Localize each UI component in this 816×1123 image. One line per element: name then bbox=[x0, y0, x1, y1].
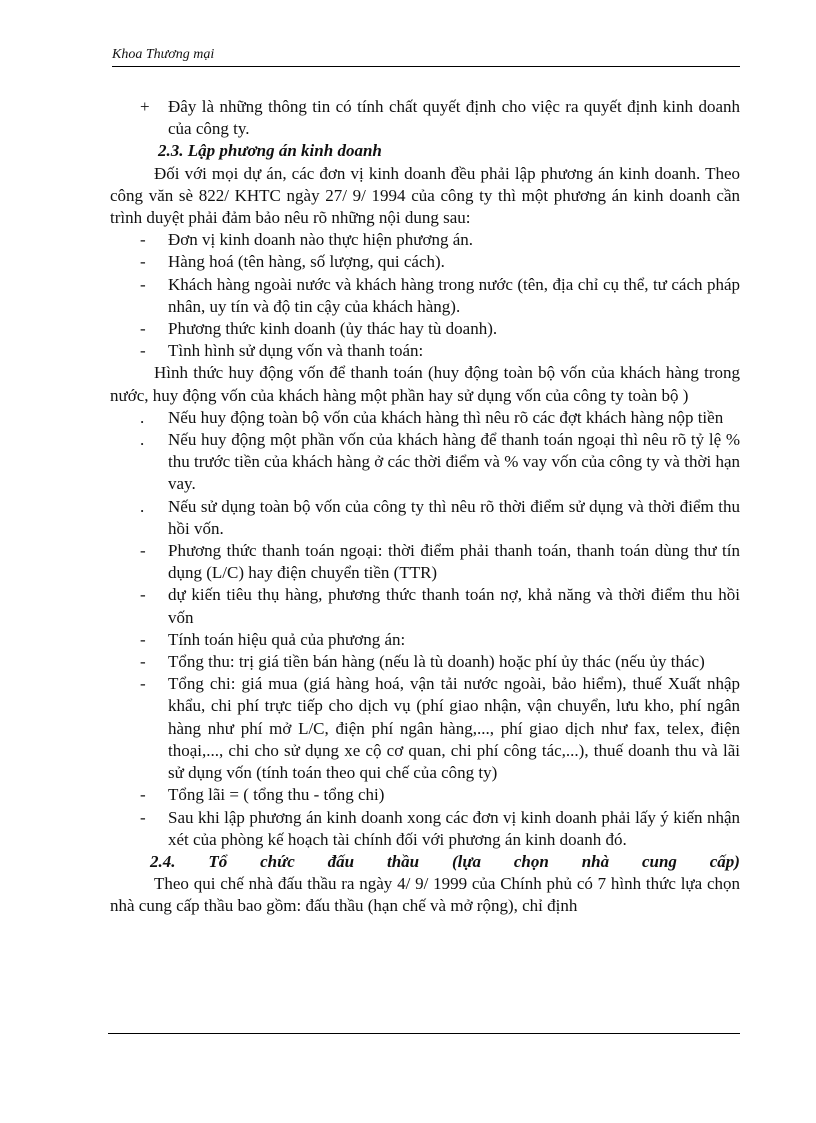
list-item-text: Tổng thu: trị giá tiền bán hàng (nếu là tù doanh) hoặc phí ủy thác (nếu ủy thác) bbox=[168, 652, 705, 672]
dash-marker: - bbox=[140, 274, 146, 294]
document-body bbox=[110, 96, 740, 918]
list-b bbox=[110, 540, 740, 851]
funding-paragraph: Hình thức huy động vốn để thanh toán (huy động toàn bộ vốn của khách hàng trong nước, huy động vốn của khách hàng một phần hay sử dụng vốn của công ty toàn bộ ) bbox=[110, 363, 740, 405]
list-item bbox=[110, 584, 740, 628]
title-word: chọn bbox=[513, 851, 549, 871]
list-item bbox=[110, 673, 740, 784]
title-word: nhà bbox=[581, 851, 610, 871]
list-item bbox=[110, 629, 740, 651]
title-word: Tổ bbox=[208, 851, 228, 871]
list-item bbox=[110, 274, 740, 318]
dash-marker: - bbox=[140, 541, 146, 561]
list-item bbox=[110, 318, 740, 340]
title-word: cấp) bbox=[709, 851, 740, 871]
list-item bbox=[110, 340, 740, 362]
dash-marker: - bbox=[140, 585, 146, 605]
list-item-text: Khách hàng ngoài nước và khách hàng trong nước (tên, địa chỉ cụ thể, tư cách pháp nhân, uy tín và độ tin cậy của khách hàng). bbox=[168, 274, 740, 316]
list-item-text: Hàng hoá (tên hàng, số lượng, qui cách). bbox=[168, 252, 445, 272]
list-item bbox=[110, 540, 740, 584]
list-item bbox=[110, 651, 740, 673]
list-item bbox=[110, 251, 740, 273]
list-item-text: Tổng lãi = ( tổng thu - tổng chi) bbox=[168, 785, 385, 805]
list-item-text: dự kiến tiêu thụ hàng, phương thức thanh toán nợ, khả năng và thời điểm thu hồi vốn bbox=[168, 585, 740, 627]
list-item bbox=[110, 807, 740, 851]
dash-marker: - bbox=[140, 252, 146, 272]
section-2-4-title bbox=[110, 851, 740, 873]
intro-bullet bbox=[110, 96, 740, 140]
list-item bbox=[110, 229, 740, 251]
title-word: đấu bbox=[327, 851, 355, 871]
list-item bbox=[110, 784, 740, 806]
title-word: cung bbox=[641, 851, 677, 871]
dash-marker: - bbox=[140, 807, 146, 827]
dash-marker: - bbox=[140, 629, 146, 649]
list-item-text: Tính toán hiệu quả của phương án: bbox=[168, 629, 406, 649]
list-item-text: Nếu huy động một phần vốn của khách hàng để thanh toán ngoại thì nêu rõ tỷ lệ % thu trước tiền của khách hàng ở các thời điểm và % vay vốn của công ty và thời hạn vay. bbox=[168, 430, 740, 494]
header-title: Khoa Thương mại bbox=[112, 47, 215, 62]
section-2-4-paragraph: Theo qui chế nhà đấu thầu ra ngày 4/ 9/ 1999 của Chính phủ có 7 hình thức lựa chọn nhà cung cấp thầu bao gồm: đấu thầu (hạn chế và mở rộng), chỉ định bbox=[110, 874, 740, 916]
list-item-text: Nếu huy động toàn bộ vốn của khách hàng thì nêu rõ các đợt khách hàng nộp tiền bbox=[168, 407, 724, 427]
section-2-3-title: 2.3. Lập phương án kinh doanh bbox=[158, 141, 382, 161]
title-word: thầu bbox=[386, 851, 420, 871]
dash-marker: - bbox=[140, 341, 146, 361]
list-item-text: Phương thức thanh toán ngoại: thời điểm phải thanh toán, thanh toán dùng thư tín dụng (L/C) hay điện chuyển tiền (TTR) bbox=[168, 541, 740, 583]
dash-marker: - bbox=[140, 230, 146, 250]
page-header bbox=[112, 47, 740, 67]
list-a bbox=[110, 229, 740, 362]
dot-marker: . bbox=[140, 496, 145, 516]
list-item-text: Phương thức kinh doanh (ủy thác hay tù doanh). bbox=[168, 319, 498, 339]
list-item-text: Tình hình sử dụng vốn và thanh toán: bbox=[168, 341, 424, 361]
list-item bbox=[110, 407, 740, 429]
list-dot bbox=[110, 407, 740, 540]
plus-marker: + bbox=[140, 97, 150, 116]
title-word: 2.4. bbox=[150, 851, 176, 871]
section-2-3-paragraph: Đối với mọi dự án, các đơn vị kinh doanh đều phải lập phương án kinh doanh. Theo công văn sè 822/ KHTC ngày 27/ 9/ 1994 của công ty thì một phương án kinh doanh cần trình duyệt phải đảm bảo nêu rõ những nội dung sau: bbox=[110, 163, 740, 228]
list-item-text: Tổng chi: giá mua (giá hàng hoá, vận tải nước ngoài, bảo hiểm), thuế Xuất nhập khẩu, chi phí trực tiếp cho dịch vụ (phí giao nhận, vận chuyển, lưu kho, phí ngân hàng như phí mở L/C, điện phí ngân hàng,..., phí giao dịch như fax, telex, điện thoại,..., chi cho sử dụng xe cộ cơ quan, chi phí công tác,...), thuế doanh thu và lãi sử dụng vốn (tính toán theo qui chế của công ty) bbox=[168, 674, 740, 783]
footer-divider bbox=[108, 1033, 740, 1034]
dot-marker: . bbox=[140, 430, 145, 450]
title-word: (lựa bbox=[451, 851, 482, 871]
list-item-text: Nếu sử dụng toàn bộ vốn của công ty thì nêu rõ thời điểm sử dụng và thời điểm thu hồi vốn. bbox=[168, 496, 740, 538]
dash-marker: - bbox=[140, 674, 146, 694]
list-item-text: Sau khi lập phương án kinh doanh xong các đơn vị kinh doanh phải lấy ý kiến nhận xét của phòng kế hoạch tài chính đối với phương án kinh doanh đó. bbox=[168, 807, 740, 849]
list-item-text: Đơn vị kinh doanh nào thực hiện phương án. bbox=[168, 230, 474, 250]
dot-marker: . bbox=[140, 407, 145, 427]
dash-marker: - bbox=[140, 319, 146, 339]
dash-marker: - bbox=[140, 652, 146, 672]
intro-bullet-text: Đây là những thông tin có tính chất quyết định cho việc ra quyết định kinh doanh của công ty. bbox=[168, 97, 740, 139]
list-item bbox=[110, 429, 740, 496]
list-item bbox=[110, 496, 740, 540]
dash-marker: - bbox=[140, 785, 146, 805]
title-word: chức bbox=[260, 851, 295, 871]
